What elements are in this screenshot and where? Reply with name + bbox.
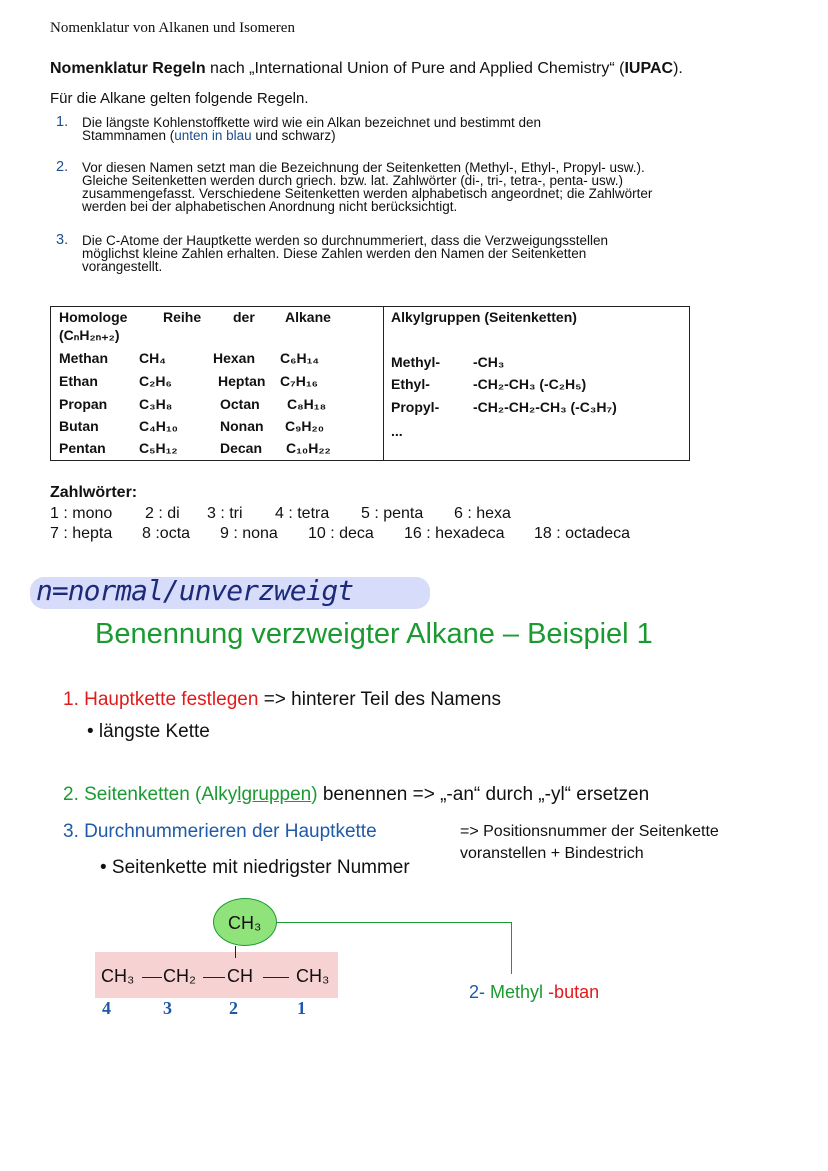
handwritten-note: n=normal/unverzweigt: [36, 574, 354, 607]
alkyl-name: Propyl-: [391, 399, 440, 415]
rule-line: vorangestellt.: [82, 259, 163, 274]
alkane-formula: C₂H₆: [139, 373, 172, 389]
table-header-word: Reihe: [163, 309, 202, 325]
chain-number: 2: [229, 998, 238, 1018]
rules-heading: [50, 60, 683, 78]
alkane-formula: C₆H₁₄: [280, 350, 320, 366]
chain-atom: CH: [227, 966, 253, 986]
rule-line-suffix: und schwarz): [251, 128, 336, 143]
rule-line: werden bei der alphabetischen Anordnung nicht berücksichtigt.: [82, 199, 458, 214]
rule-number: 1.: [56, 114, 69, 130]
step-3-note-line-1: => Positionsnummer der Seitenkette: [460, 823, 719, 840]
alkane-formula: C₇H₁₆: [280, 373, 318, 389]
zahlwort: 5 : penta: [361, 505, 424, 522]
zahlwort: 8 :octa: [142, 525, 191, 542]
alkyl-formula: -CH₂-CH₂-CH₃ (-C₃H₇): [473, 399, 617, 415]
zahlwort: 10 : deca: [308, 525, 374, 542]
rule-1: [56, 116, 746, 142]
document-title: Nomenklatur von Alkanen und Isomeren: [50, 20, 295, 36]
chain-number: 3: [163, 998, 172, 1018]
alkane-table: [50, 306, 690, 461]
connector-line-vertical: [511, 922, 512, 974]
step-2: [63, 784, 649, 806]
table-header-word: der: [233, 309, 255, 325]
alkyl-name: Ethyl-: [391, 376, 430, 392]
rule-line-prefix: Stammnamen (: [82, 128, 175, 143]
result-name: [469, 982, 599, 1003]
chain-atom: CH₃: [296, 966, 330, 986]
alkane-name: Pentan: [59, 440, 106, 456]
zahlwort: 16 : hexadeca: [404, 525, 505, 542]
alkane-formula: CH₄: [139, 350, 166, 366]
chain-bond: [203, 977, 225, 978]
step-1-rest: => hinterer Teil des Namens: [258, 689, 501, 710]
zahlwort: 18 : octadeca: [534, 525, 631, 542]
chain-bond: [142, 977, 162, 978]
rules-heading-bold: Nomenklatur Regeln: [50, 60, 206, 77]
branch-bond: [235, 946, 236, 958]
alkane-name: Ethan: [59, 373, 98, 389]
rule-2: [56, 161, 746, 213]
table-header-alkyl: Alkylgruppen (Seitenketten): [391, 309, 577, 325]
alkyl-formula: -CH₂-CH₃ (-C₂H₅): [473, 376, 587, 392]
alkane-formula: C₁₀H₂₂: [286, 440, 331, 456]
alkane-formula: C₈H₁₈: [287, 396, 327, 412]
intro-text: Für die Alkane gelten folgende Regeln.: [50, 90, 309, 107]
chain-bond: [263, 977, 289, 978]
alkane-name: Butan: [59, 418, 99, 434]
rule-line: möglichst kleine Zahlen erhalten. Diese Zahlen werden den Namen der Seitenketten: [82, 246, 587, 261]
chain-atom: CH₃: [101, 966, 135, 986]
rule-line-blue: unten in blau: [174, 128, 252, 143]
alkane-formula: C₄H₁₀: [139, 418, 178, 434]
zahlwort: 2 : di: [145, 505, 180, 522]
rule-3: [56, 234, 746, 273]
alkane-formula: C₉H₂₀: [285, 418, 325, 434]
step-3-label: 3. Durchnummerieren der Hauptkette: [63, 821, 377, 842]
result-stem: -butan: [548, 982, 600, 1002]
step-1: [63, 689, 501, 711]
section-title: Benennung verzweigter Alkane – Beispiel 1: [95, 618, 653, 650]
zahlwort: 4 : tetra: [275, 505, 330, 522]
rules-heading-abbr: IUPAC: [624, 60, 674, 77]
alkane-formula: C₃H₈: [139, 396, 173, 412]
alkyl-formula: -CH₃: [473, 354, 505, 370]
alkane-name: Decan: [220, 440, 263, 456]
step-2-label-b: ): [311, 784, 318, 805]
table-header-formula: (CₙH₂ₙ₊₂): [59, 327, 120, 343]
alkyl-name: Methyl-: [391, 354, 440, 370]
zahlwort: 6 : hexa: [454, 505, 511, 522]
alkane-name: Heptan: [218, 373, 266, 389]
rule-line: zusammengefasst. Verschiedene Seitenketten werden alphabetisch angeordnet; die Zahlwörter: [82, 186, 653, 201]
rule-line: Die längste Kohlenstoffkette wird wie ein Alkan bezeichnet und bestimmt den: [82, 115, 542, 130]
rule-line: Gleiche Seitenketten werden durch griech. bzw. lat. Zahlwörter (di-, tri-, tetra-, penta- usw.): [82, 173, 623, 188]
alkane-name: Nonan: [220, 418, 264, 434]
chain-number: 1: [297, 998, 306, 1018]
result-position: 2-: [469, 982, 486, 1002]
alkane-name: Octan: [220, 396, 260, 412]
alkane-name: Hexan: [213, 350, 256, 366]
zahlwort: 3 : tri: [207, 505, 243, 522]
alkyl-more: ...: [391, 423, 403, 439]
step-3-note-line-2: voranstellen + Bindestrich: [460, 845, 644, 862]
rule-line: Vor diesen Namen setzt man die Bezeichnung der Seitenketten (Methyl-, Ethyl-, Propyl- usw.).: [82, 160, 645, 175]
rule-line: [82, 129, 746, 142]
step-1-bullet: • längste Kette: [87, 721, 210, 742]
result-sidechain: Methyl: [490, 982, 544, 1002]
zahlwort: 1 : mono: [50, 505, 113, 522]
table-header-word: Homologe: [59, 309, 128, 325]
alkane-name: Methan: [59, 350, 108, 366]
zahlwort: 7 : hepta: [50, 525, 113, 542]
step-1-label: 1. Hauptkette festlegen: [63, 689, 259, 710]
connector-line-horizontal: [276, 922, 512, 923]
step-2-label-a: 2. Seitenketten (Alky: [63, 784, 238, 805]
zahlwoerter-title: Zahlwörter:: [50, 484, 138, 501]
branch-group: CH₃: [228, 913, 262, 933]
step-2-label-underlined: lgruppen: [237, 784, 312, 805]
rules-heading-end: ).: [673, 60, 683, 77]
chain-number: 4: [102, 998, 111, 1018]
alkane-name: Propan: [59, 396, 108, 412]
table-header-word: Alkane: [285, 309, 331, 325]
rule-number: 3.: [56, 232, 69, 248]
table-divider: [383, 307, 384, 460]
rule-line: Die C-Atome der Hauptkette werden so durchnummeriert, dass die Verzweigungsstellen: [82, 233, 609, 248]
alkane-formula: C₅H₁₂: [139, 440, 178, 456]
step-3-bullet: • Seitenkette mit niedrigster Nummer: [100, 857, 410, 878]
rule-number: 2.: [56, 159, 69, 175]
rules-heading-middle: nach „International Union of Pure and Applied Chemistry“ (: [205, 60, 625, 77]
chain-atom: CH₂: [163, 966, 196, 986]
step-2-rest: benennen => „-an“ durch „-yl“ ersetzen: [317, 784, 650, 805]
zahlwort: 9 : nona: [220, 525, 278, 542]
